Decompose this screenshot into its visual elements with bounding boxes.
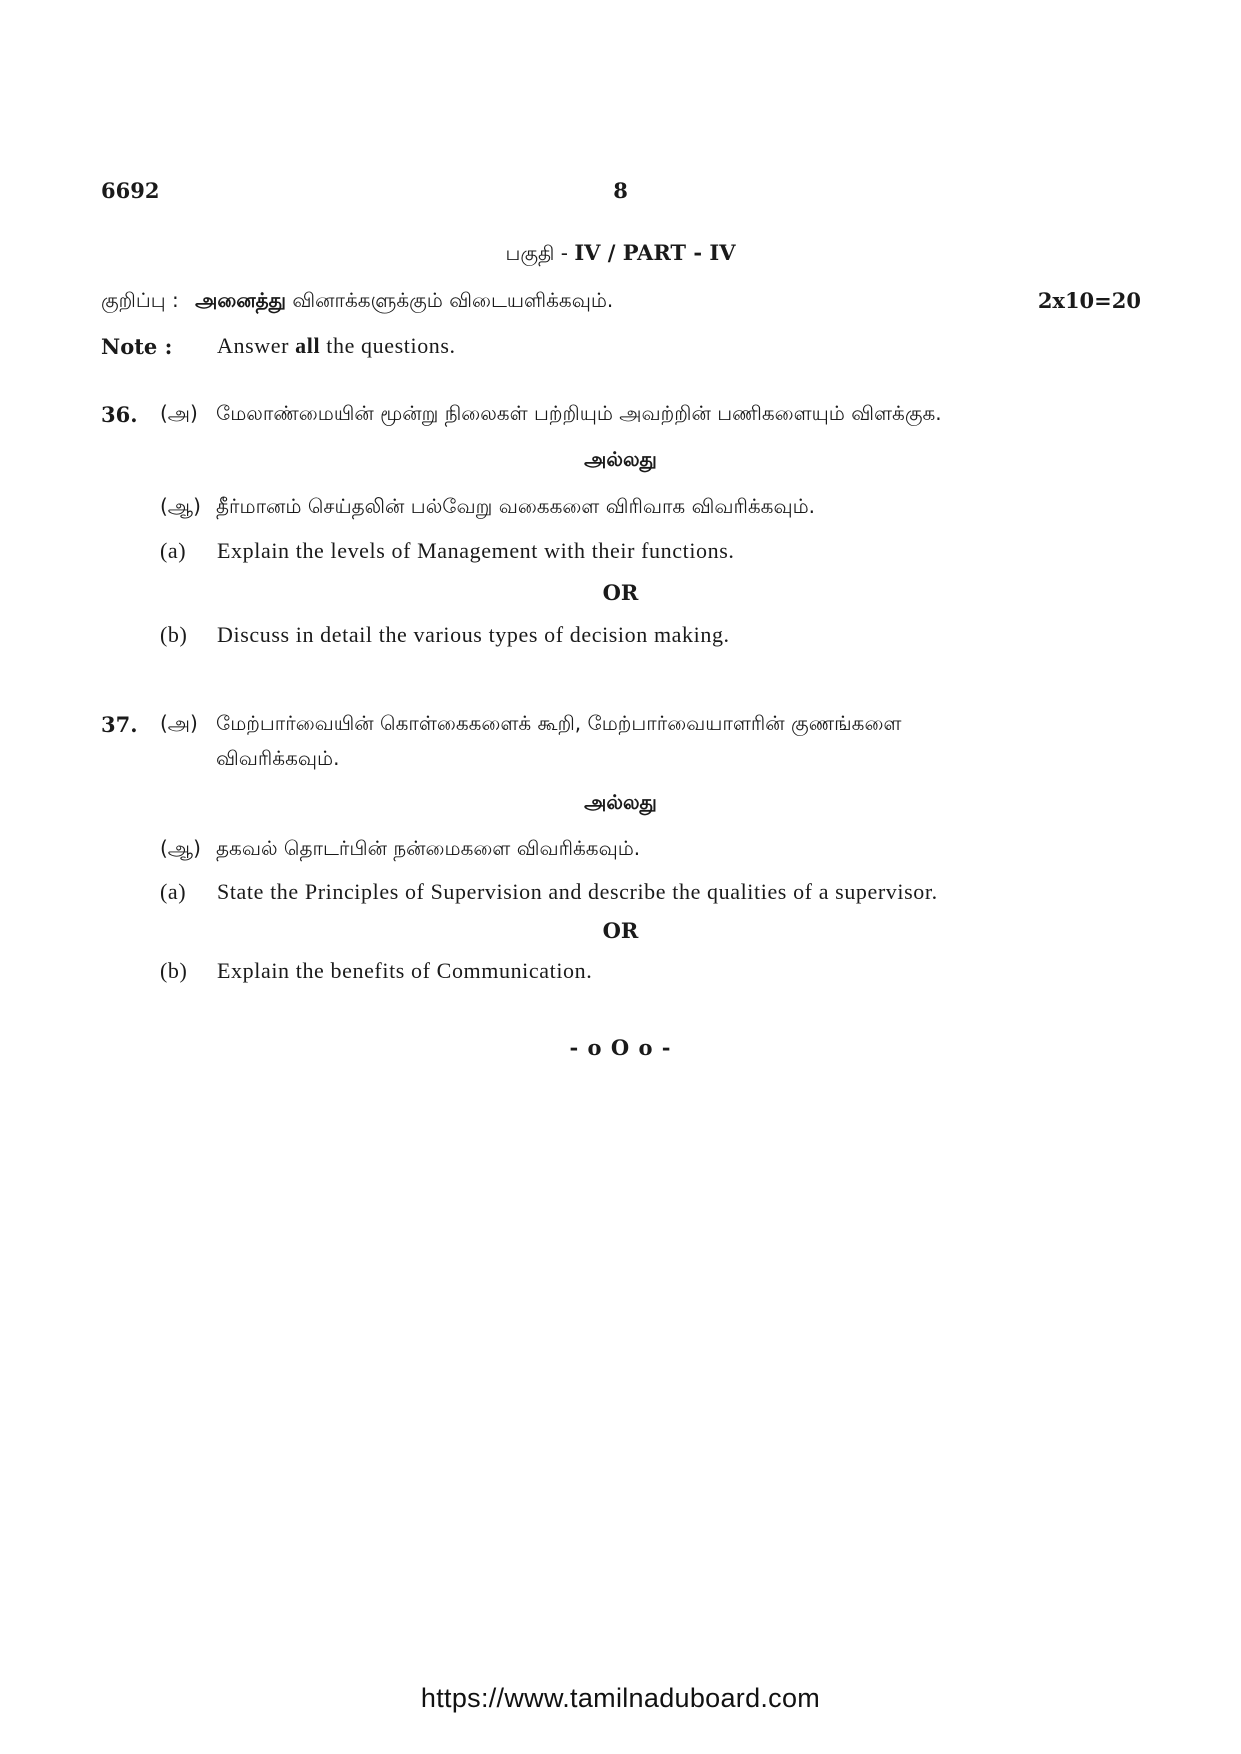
note-tamil [101, 288, 613, 315]
question-36-number: 36. [101, 402, 138, 427]
question-37-tamil-b-text: தகவல் தொடர்பின் நன்மைகளை விவரிக்கவும். [216, 836, 641, 860]
question-36-a-label: (a) [160, 538, 187, 563]
end-mark: - o O o - [569, 1035, 672, 1060]
footer-url[interactable]: https://www.tamilnaduboard.com [420, 1683, 821, 1713]
note-english-label: Note : [101, 334, 173, 359]
question-36-b-text: Discuss in detail the various types of decision making. [217, 622, 730, 647]
note-english [217, 333, 456, 359]
question-36-a-text: Explain the levels of Management with their functions. [217, 538, 735, 563]
question-36-or: OR [602, 580, 639, 605]
question-36-tamil-a-text: மேலாண்மையின் மூன்று நிலைகள் பற்றியும் அவற்றின் பணிகளையும் விளக்குக. [216, 401, 942, 425]
question-37-b-text: Explain the benefits of Communication. [217, 958, 593, 983]
note-english-bold: all [295, 333, 321, 358]
question-36-b-label: (b) [160, 622, 188, 647]
question-36-tamil-or: அல்லது [584, 447, 657, 471]
note-tamil-label: குறிப்பு : [101, 288, 179, 312]
marks: 2x10=20 [1037, 288, 1141, 313]
question-37-or: OR [602, 918, 639, 943]
question-37-tamil-a-text-line2: விவரிக்கவும். [216, 746, 340, 770]
question-37-b-label: (b) [160, 958, 188, 983]
question-37-tamil-a-text-line1: மேற்பார்வையின் கொள்கைகளைக் கூறி, மேற்பார்வையாளரின் குணங்களை [216, 711, 902, 735]
question-37-number: 37. [101, 712, 138, 737]
question-36-tamil-b-label: (ஆ) [160, 494, 201, 518]
question-36-tamil-a-label: (அ) [160, 401, 198, 425]
question-37-a-text: State the Principles of Supervision and describe the qualities of a supervisor. [217, 879, 938, 904]
note-tamil-bold: அனைத்து [195, 288, 287, 312]
question-37-a-label: (a) [160, 879, 187, 904]
part-title-tamil: பகுதி - [505, 241, 575, 265]
question-37-tamil-a-label: (அ) [160, 711, 198, 735]
note-english-post: the questions. [320, 333, 456, 358]
part-title-english: IV / PART - IV [574, 240, 736, 265]
page-number: 8 [613, 178, 628, 203]
paper-code: 6692 [101, 178, 160, 203]
note-english-pre: Answer [217, 333, 296, 358]
question-37-tamil-or: அல்லது [584, 790, 657, 814]
part-title [0, 240, 1241, 268]
question-37-tamil-b-label: (ஆ) [160, 836, 201, 860]
note-tamil-text: வினாக்களுக்கும் விடையளிக்கவும். [292, 288, 614, 312]
question-36-tamil-b-text: தீர்மானம் செய்தலின் பல்வேறு வகைகளை விரிவாக விவரிக்கவும். [216, 494, 816, 518]
